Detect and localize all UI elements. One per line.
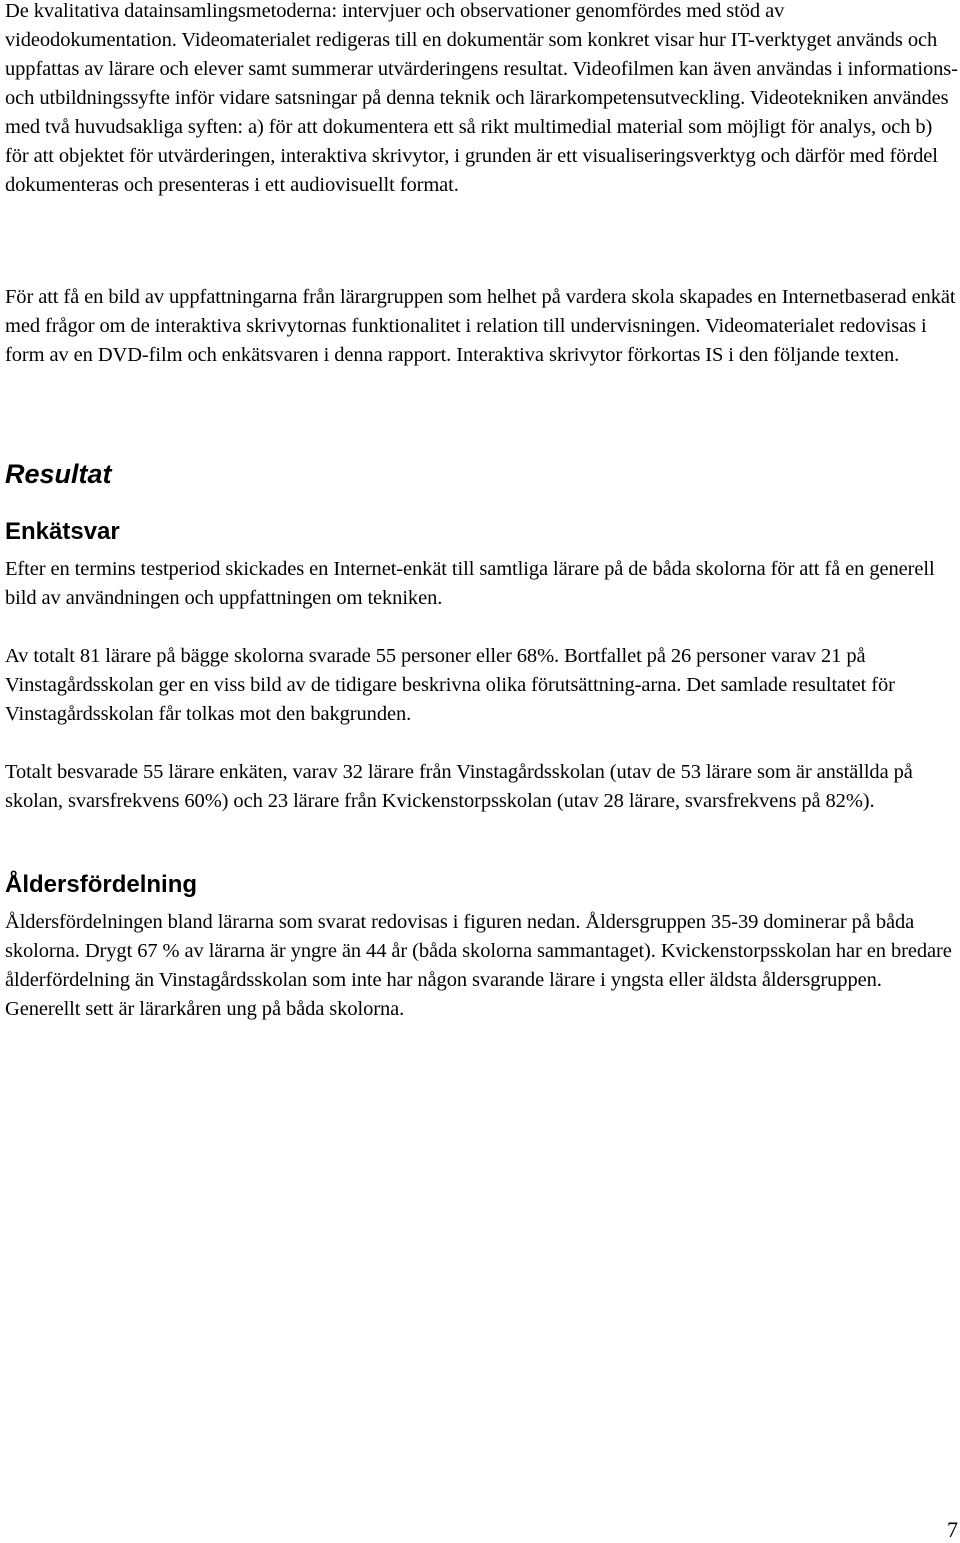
age-distribution-heading: Åldersfördelning (5, 871, 198, 898)
survey-answers-paragraph-3: Totalt besvarade 55 lärare enkäten, varav 32 lärare från Vinstagårdsskolan (utav de 53 lärare som är anställda på skolan, svarsfrekvens 60%) och 23 lärare från Kvickenstorpsskolan (utav 28 lärare, svarsfrekvens på 82%). (5, 761, 913, 812)
survey-answers-paragraph-1: Efter en termins testperiod skickades en Internet-enkät till samtliga lärare på de båda skolorna för att få en generell bild av användningen och uppfattningen om tekniken. (5, 558, 935, 609)
results-heading: Resultat (5, 459, 112, 489)
survey-answers-paragraph-2: Av totalt 81 lärare på bägge skolorna svarade 55 personer eller 68%. Bortfallet på 26 personer varav 21 på Vinstagårdsskolan ger en viss bild av de tidigare beskrivna olika förutsättning-arna. Det samlade resultatet för Vinstagårdsskolan får tolkas mot den bakgrunden. (5, 645, 895, 725)
page-number: 7 (947, 1517, 958, 1542)
survey-answers-heading: Enkätsvar (5, 518, 120, 545)
survey-method-paragraph: För att få en bild av uppfattningarna från lärargruppen som helhet på vardera skola skapades en Internetbaserad enkät med frågor om de interaktiva skrivytornas funktionalitet i relation till undervisningen. Videomaterialet redovisas i form av en DVD-film och enkätsvaren i denna rapport. Interaktiva skrivytor förkortas IS i den följande texten. (5, 286, 956, 366)
intro-paragraph: De kvalitativa datainsamlingsmetoderna: intervjuer och observationer genomfördes med stöd av videodokumentation. Videomaterialet redigeras till en dokumentär som konkret visar hur IT-verktyget används och uppfattas av lärare och elever samt summerar utvärderingens resultat. Videofilmen kan även användas i informations- och utbildningssyfte inför vidare satsningar på denna teknik och lärarkompetensutveckling. Videotekniken användes med två huvudsakliga syften: a) för att dokumentera ett så rikt multimedial material som möjligt för analys, och b) för att objektet för utvärderingen, interaktiva skrivytor, i grunden är ett visualiseringsverktyg och därför med fördel dokumenteras och presenteras i ett audiovisuellt format. (5, 0, 958, 196)
age-distribution-paragraph: Åldersfördelningen bland lärarna som svarat redovisas i figuren nedan. Åldersgruppen 35-39 dominerar på båda skolorna. Drygt 67 % av lärarna är yngre än 44 år (båda skolorna sammantaget). Kvickenstorpsskolan har en bredare ålderfördelning än Vinstagårdsskolan som inte har någon svarande lärare i yngsta eller äldsta åldersgruppen. Generellt sett är lärarkåren ung på båda skolorna. (5, 911, 952, 1020)
